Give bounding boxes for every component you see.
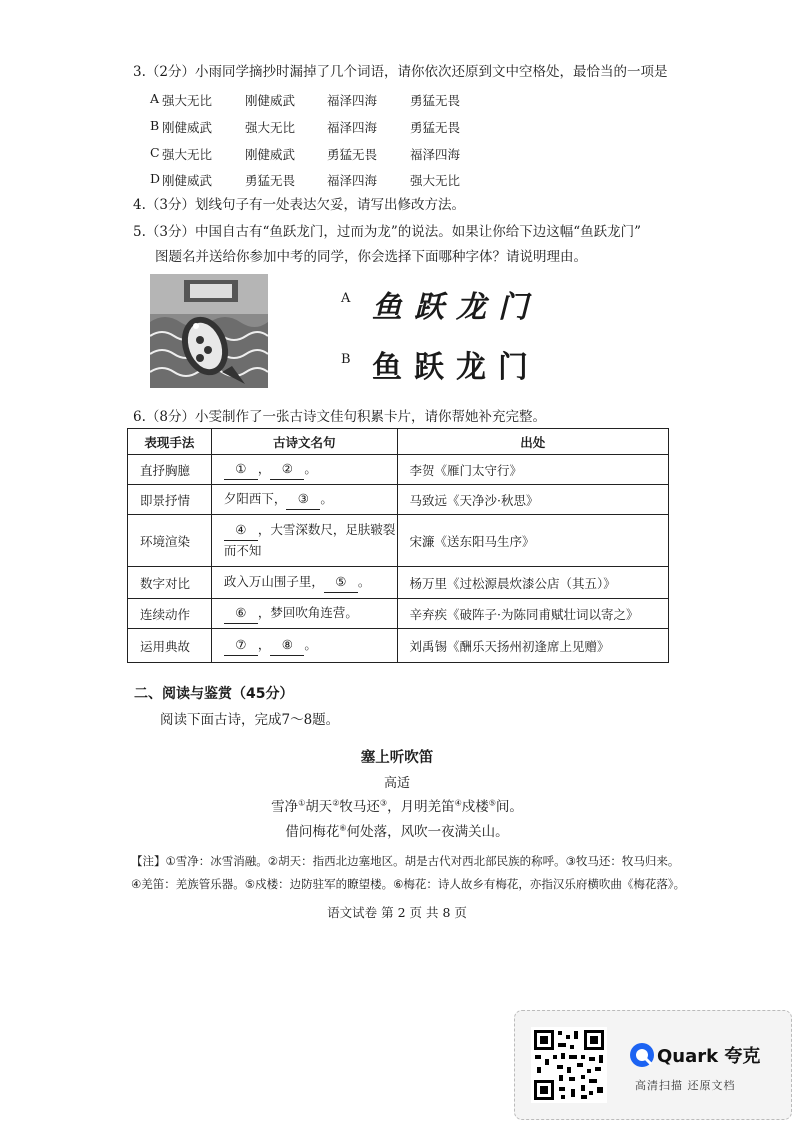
question-6: 6.（8分）小雯制作了一张古诗文佳句积累卡片，请你帮她补充完整。 bbox=[133, 409, 546, 425]
line-middle: ， bbox=[257, 461, 271, 476]
option-word: 勇猛无畏 bbox=[245, 173, 296, 188]
method-cell: 连续动作 bbox=[128, 599, 212, 629]
poem-line-2: 借问梅花⑥何处落，风吹一夜满关山。 bbox=[285, 823, 509, 840]
table-row bbox=[128, 567, 669, 599]
table-row bbox=[128, 455, 669, 485]
line-prefix: 政入万山围子里， bbox=[223, 574, 324, 589]
header-method: 表现手法 bbox=[128, 429, 212, 455]
poetry-card-table bbox=[127, 428, 669, 663]
poem-line-1: 雪净①胡天②牧马还③，月明羌笛④戍楼⑤间。 bbox=[271, 798, 523, 815]
option-word: 刚健威武 bbox=[162, 120, 213, 135]
answer-blank[interactable]: ⑧ bbox=[270, 635, 304, 656]
section-2-heading: 二、阅读与鉴赏（45分） bbox=[134, 686, 294, 702]
option-word: 勇猛无畏 bbox=[410, 93, 461, 108]
option-word: 强大无比 bbox=[245, 120, 296, 135]
answer-blank[interactable]: ⑤ bbox=[324, 572, 358, 593]
line-middle: 。 bbox=[320, 491, 333, 506]
answer-blank[interactable]: ② bbox=[270, 459, 304, 480]
question-5-line1: 5.（3分）中国自古有“鱼跃龙门，过而为龙”的说法。如果让你给下边这幅“鱼跃龙门” bbox=[133, 224, 642, 240]
section-2-intro: 阅读下面古诗，完成7～8题。 bbox=[160, 712, 340, 728]
option-word: 刚健威武 bbox=[245, 93, 296, 108]
quark-slogan: 高清扫描 还原文档 bbox=[635, 1079, 736, 1092]
option-a-calligraphy: 鱼跃龙门 bbox=[372, 290, 540, 325]
method-cell: 直抒胸臆 bbox=[128, 455, 212, 485]
option-word: 福泽四海 bbox=[327, 93, 378, 108]
quark-brand: Quark 夸克 bbox=[657, 1046, 761, 1067]
option-word: 福泽四海 bbox=[410, 147, 461, 162]
answer-blank[interactable]: ③ bbox=[286, 489, 320, 510]
header-source: 出处 bbox=[397, 429, 668, 455]
table-row bbox=[128, 515, 669, 567]
poem-author: 高适 bbox=[383, 776, 410, 791]
quark-logo-icon bbox=[629, 1042, 655, 1068]
answer-blank[interactable]: ④ bbox=[224, 520, 258, 541]
note-line-1: 【注】①雪净：冰雪消融。②胡天：指西北边塞地区。胡是古代对西北部民族的称呼。③牧马还：牧马归来。 bbox=[131, 854, 680, 868]
line-cell bbox=[211, 599, 397, 629]
option-label: B bbox=[150, 118, 160, 133]
page-footer: 语文试卷 第 2 页 共 8 页 bbox=[327, 905, 467, 920]
table-row bbox=[128, 599, 669, 629]
option-word: 福泽四海 bbox=[327, 120, 378, 135]
answer-blank[interactable]: ⑦ bbox=[224, 635, 258, 656]
line-middle: ，梦回吹角连营。 bbox=[257, 605, 358, 620]
line-cell bbox=[211, 567, 397, 599]
option-word: 勇猛无畏 bbox=[327, 147, 378, 162]
source-cell: 辛弃疾《破阵子·为陈同甫赋壮词以寄之》 bbox=[397, 599, 668, 629]
poem-title: 塞上听吹笛 bbox=[360, 750, 434, 766]
line-continuation: 而不知 bbox=[223, 543, 262, 558]
option-b-calligraphy: 鱼跃龙门 bbox=[372, 350, 540, 385]
question-4: 4.（3分）划线句子有一处表达欠妥，请写出修改方法。 bbox=[133, 197, 465, 213]
source-cell: 宋濂《送东阳马生序》 bbox=[397, 515, 668, 567]
line-cell bbox=[211, 515, 397, 567]
question-3: 3.（2分）小雨同学摘抄时漏掉了几个词语，请你依次还原到文中空格处，最恰当的一项是 bbox=[133, 64, 668, 80]
line-middle: ，大雪深数尺，足肤皲裂 bbox=[257, 522, 396, 537]
quark-watermark bbox=[514, 1010, 792, 1120]
line-suffix: 。 bbox=[304, 461, 317, 476]
source-cell: 杨万里《过松源晨炊漆公店（其五）》 bbox=[397, 567, 668, 599]
line-cell bbox=[211, 629, 397, 663]
note-line-2: ④羌笛：羌族管乐器。⑤戍楼：边防驻军的瞭望楼。⑥梅花：诗人故乡有梅花，亦指汉乐府横吹曲《梅花落》。 bbox=[131, 877, 686, 891]
option-word: 强大无比 bbox=[162, 147, 213, 162]
method-cell: 即景抒情 bbox=[128, 485, 212, 515]
source-cell: 刘禹锡《酬乐天扬州初逢席上见赠》 bbox=[397, 629, 668, 663]
answer-blank[interactable]: ① bbox=[224, 459, 258, 480]
line-prefix: 夕阳西下， bbox=[223, 491, 287, 506]
option-word: 强大无比 bbox=[410, 173, 461, 188]
option-label: C bbox=[150, 145, 160, 160]
option-label: D bbox=[150, 171, 161, 186]
source-cell: 马致远《天净沙·秋思》 bbox=[397, 485, 668, 515]
method-cell: 数字对比 bbox=[128, 567, 212, 599]
option-word: 刚健威武 bbox=[245, 147, 296, 162]
line-middle: ， bbox=[257, 637, 271, 652]
table-row bbox=[128, 485, 669, 515]
option-word: 刚健威武 bbox=[162, 173, 213, 188]
header-lines: 古诗文名句 bbox=[211, 429, 397, 455]
option-label: A bbox=[150, 91, 160, 106]
option-word: 福泽四海 bbox=[327, 173, 378, 188]
method-cell: 运用典故 bbox=[128, 629, 212, 663]
question-5-line2: 图题名并送给你参加中考的同学，你会选择下面哪种字体？请说明理由。 bbox=[155, 249, 587, 265]
source-cell: 李贺《雁门太守行》 bbox=[397, 455, 668, 485]
option-b-label: B bbox=[341, 352, 351, 367]
qr-code-icon bbox=[531, 1027, 607, 1103]
option-word: 强大无比 bbox=[162, 93, 213, 108]
line-cell bbox=[211, 455, 397, 485]
line-cell bbox=[211, 485, 397, 515]
table-row bbox=[128, 629, 669, 663]
answer-blank[interactable]: ⑥ bbox=[224, 603, 258, 624]
carp-leaping-illustration bbox=[150, 274, 268, 388]
line-suffix: 。 bbox=[304, 637, 317, 652]
option-word: 勇猛无畏 bbox=[410, 120, 461, 135]
option-a-label: A bbox=[341, 291, 351, 306]
method-cell: 环境渲染 bbox=[128, 515, 212, 567]
line-middle: 。 bbox=[357, 574, 371, 589]
